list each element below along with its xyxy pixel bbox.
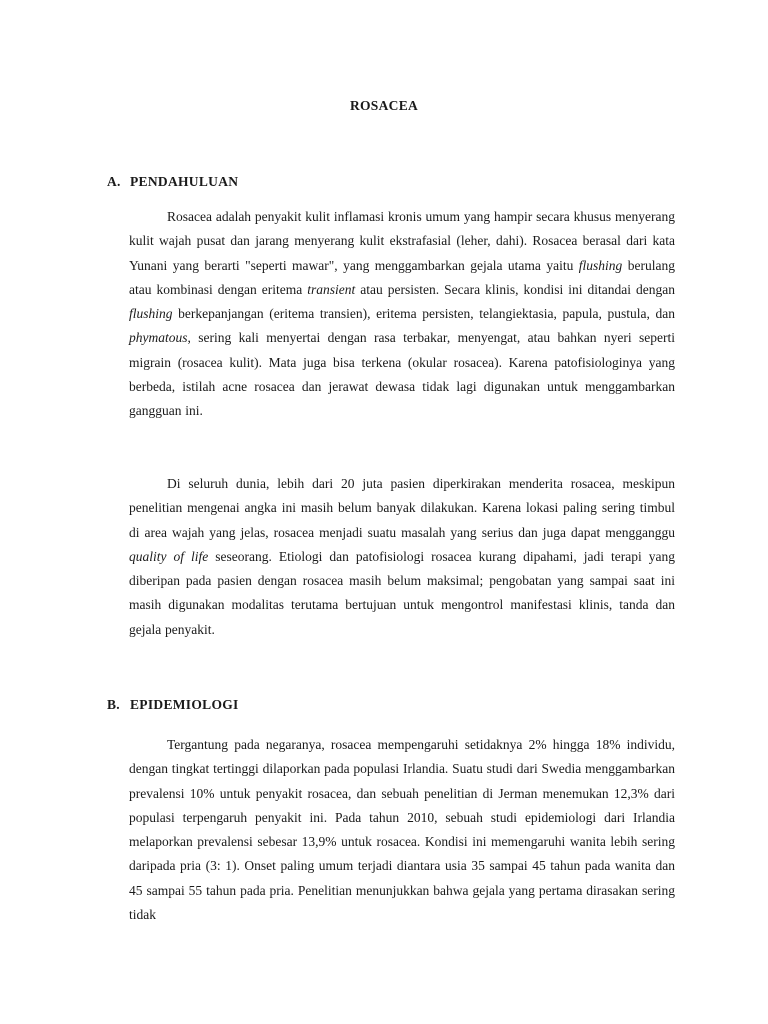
- paragraph-pendahuluan-1: [129, 205, 675, 424]
- section-title: PENDAHULUAN: [130, 174, 239, 189]
- text-run: Tergantung pada negaranya, rosacea mempengaruhi setidaknya 2% hingga 18% individu, dengan tingkat tertinggi dilaporkan pada populasi Irlandia. Suatu studi dari Swedia menggambarkan prevalensi 10% untuk penyakit rosacea, dan sebuah penelitian di Jerman menemukan 12,3% dari populasi terpengaruh penyakit ini. Pada tahun 2010, sebuah studi epidemiologi dari Irlandia melaporkan prevalensi sebesar 13,9% untuk rosacea. Kondisi ini memengaruhi wanita lebih sering daripada pria (3: 1). Onset paling umum terjadi diantara usia 35 sampai 45 tahun pada wanita dan 45 sampai 55 tahun pada pria. Penelitian menunjukkan bahwa gejala yang pertama dirasakan sering tidak: [129, 737, 675, 923]
- section-letter: A.: [107, 174, 121, 189]
- italic-term: phymatous: [129, 330, 188, 346]
- italic-term: transient: [307, 281, 356, 297]
- italic-term: flushing: [129, 306, 173, 322]
- section-letter: B.: [107, 697, 120, 712]
- italic-term: flushing: [578, 257, 623, 273]
- text-run: Rosacea adalah penyakit kulit inflamasi kronis umum yang hampir secara khusus menyerang kulit wajah pusat dan jarang menyerang kulit ekstrafasial (leher, dahi). Rosacea berasal dari kata Yunani yang berarti "seperti mawar", yang menggambarkan gejala utama yaitu: [129, 209, 675, 273]
- paragraph-pendahuluan-2: [129, 472, 675, 642]
- section-heading-epidemiologi: [107, 697, 239, 713]
- italic-term: quality of life: [129, 548, 209, 564]
- section-title: EPIDEMIOLOGI: [130, 697, 239, 712]
- text-run: seseorang. Etiologi dan patofisiologi rosacea kurang dipahami, jadi terapi yang diberipan pada pasien dengan rosacea masih belum maksimal; pengobatan yang sampai saat ini masih digunakan modalitas terutama bertujuan untuk mengontrol manifestasi klinis, tanda dan gejala penyakit.: [129, 548, 675, 637]
- section-heading-pendahuluan: [107, 174, 238, 190]
- text-run: Di seluruh dunia, lebih dari 20 juta pasien diperkirakan menderita rosacea, meskipun penelitian mengenai angka ini masih belum banyak dilakukan. Karena lokasi paling sering timbul di area wajah yang jelas, rosacea menjadi suatu masalah yang serius dan juga dapat mengganggu: [129, 476, 675, 540]
- text-run: berulang atau kombinasi dengan eritema: [129, 257, 675, 297]
- document-title: ROSACEA: [349, 98, 419, 113]
- text-run: , sering kali menyertai dengan rasa terbakar, menyengat, atau bahkan nyeri seperti migrain (rosacea kulit). Mata juga bisa terkena (okular rosacea). Karena patofisiologinya yang berbeda, istilah acne rosacea dan jerawat dewasa tidak lagi digunakan untuk menggambarkan gangguan ini.: [129, 330, 675, 419]
- text-run: berkepanjangan (eritema transien), eritema persisten, telangiektasia, papula, pustula, dan: [172, 306, 675, 322]
- text-run: atau persisten. Secara klinis, kondisi ini ditandai dengan: [355, 281, 675, 297]
- paragraph-epidemiologi-1: [129, 733, 675, 927]
